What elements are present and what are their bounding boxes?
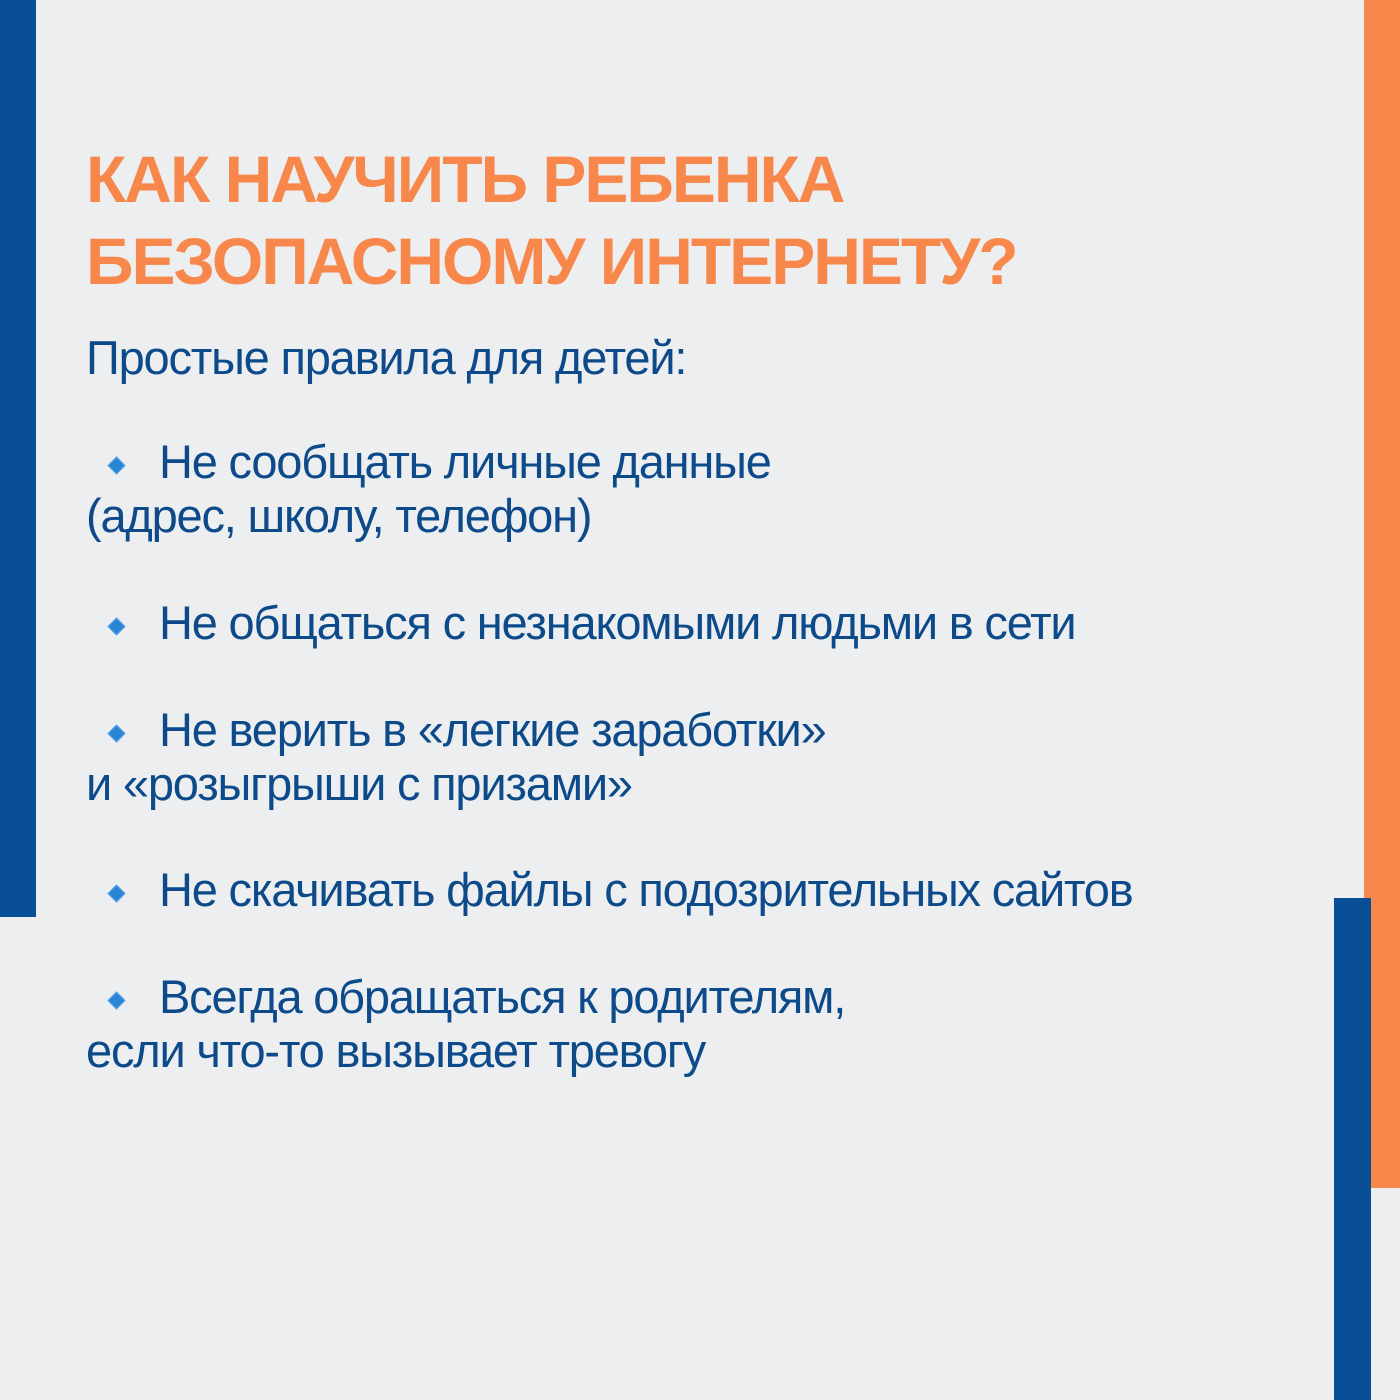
diamond-bullet-icon <box>107 617 125 635</box>
rule-1-line-2-text: (адрес, школу, телефон) <box>86 489 592 542</box>
rule-3-first-line <box>86 703 1326 757</box>
rule-1-first-line <box>86 435 1326 489</box>
left-blue-stripe <box>0 0 36 917</box>
right-blue-stripe <box>1334 898 1371 1400</box>
rule-1-line-1-text: Не сообщать личные данные <box>159 435 771 488</box>
rule-item-ask-parents <box>86 970 1326 1078</box>
rule-4-first-line <box>86 863 1326 917</box>
rule-3-line-1-text: Не верить в «легкие заработки» <box>159 703 826 756</box>
rule-item-suspicious-files <box>86 863 1326 917</box>
rule-item-personal-data <box>86 435 1326 543</box>
title-line-1: КАК НАУЧИТЬ РЕБЕНКА <box>86 142 844 216</box>
rule-5-first-line <box>86 970 1326 1024</box>
diamond-bullet-icon <box>107 456 125 474</box>
rule-4-line-1-text: Не скачивать файлы с подозрительных сайтов <box>159 863 1133 916</box>
page-title <box>86 138 1326 302</box>
main-content <box>86 138 1326 1078</box>
diamond-bullet-icon <box>107 991 125 1009</box>
rule-5-line-1-text: Всегда обращаться к родителям, <box>159 970 846 1023</box>
rule-item-strangers <box>86 596 1326 650</box>
rule-5-line-2-text: если что-то вызывает тревогу <box>86 1024 706 1077</box>
title-line-2: БЕЗОПАСНОМУ ИНТЕРНЕТУ? <box>86 224 1017 298</box>
subtitle: Простые правила для детей: <box>86 331 687 384</box>
diamond-bullet-icon <box>107 884 125 902</box>
rule-item-easy-money <box>86 703 1326 811</box>
rule-3-line-2-text: и «розыгрыши с призами» <box>86 757 632 810</box>
diamond-bullet-icon <box>107 724 125 742</box>
rules-list <box>86 435 1326 1078</box>
rule-2-first-line <box>86 596 1326 650</box>
rule-2-line-1-text: Не общаться с незнакомыми людьми в сети <box>159 596 1076 649</box>
